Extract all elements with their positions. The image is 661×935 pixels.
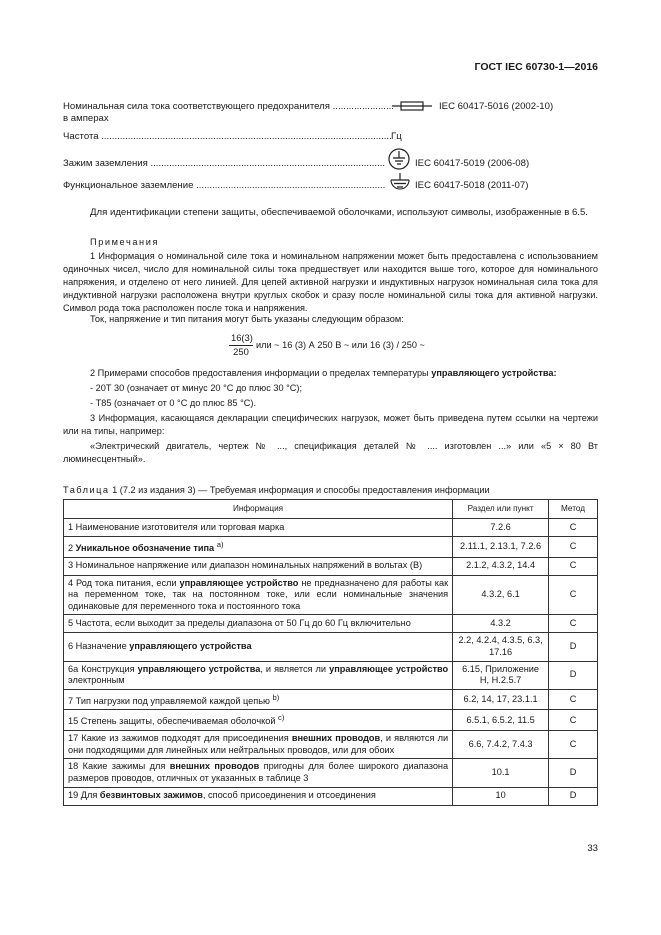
table-row [64,759,598,787]
row-section: 2.2, 4.2.4, 4.3.5, 6.3, 17.16 [453,633,549,661]
table-row [64,557,598,575]
row-section: 10 [453,787,549,805]
fuse-standard-ref: IEC 60417-5016 (2002-10) [439,101,554,112]
table-row [64,731,598,759]
table-row [64,633,598,661]
row-information: 2 Уникальное обозначение типа $^{а)}$ [64,537,453,558]
note-2 [63,367,598,380]
row-method: C [549,519,598,537]
row-section: 10.1 [453,759,549,787]
rating-example-text: или ~ 16 (3) А 250 В ~ или 16 (3) / 250 ~ [256,340,425,350]
functional-ground-standard-ref: IEC 60417-5018 (2011-07) [415,180,529,191]
row-information: 3 Номинальное напряжение или диапазон номинальных напряжений в вольтах (В) [64,557,453,575]
note-2-text: 2 Примерами способов предоставления информации о пределах температуры [90,368,432,378]
row-method: D [549,787,598,805]
fuse-rating-label: Номинальная сила тока соответствующего предохранителя ..... [63,101,393,114]
note-2-bold: управляющего устройства: [431,368,557,378]
frequency-unit: Гц [391,131,402,142]
row-method: D [549,633,598,661]
note-3: 3 Информация, касающаяся декларации специфических нагрузок, может быть приведена путем ссылки на чертежи или на типы, например: [63,413,598,436]
functional-earth-icon [389,172,411,192]
header-information: Информация [64,500,453,519]
row-section: 6.6, 7.4.2, 7.4.3 [453,731,549,759]
note-2-item-b: - Т85 (означает от 0 °С до плюс 85 °С). [90,398,256,408]
row-method: D [549,759,598,787]
example-intro: Ток, напряжение и тип питания могут быть указаны следующим образом: [90,314,404,324]
row-information: 6 Назначение управляющего устройства [64,633,453,661]
row-method: C [549,731,598,759]
row-information: 7 Тип нагрузки под управляемой каждой цепью $^{b)}$ [64,689,453,710]
row-section: 2.11.1, 2.13.1, 7.2.6 [453,537,549,558]
row-method: C [549,615,598,633]
fuse-symbol-icon [392,100,432,112]
table-row [64,787,598,805]
row-section: 7.2.6 [453,519,549,537]
row-information: 5 Частота, если выходит за пределы диапазона от 50 Гц до 60 Гц включительно [64,615,453,633]
header-section: Раздел или пункт [453,500,549,519]
row-section: 6.5.1, 6.5.2, 11.5 [453,710,549,731]
row-section: 4.3.2 [453,615,549,633]
row-method: C [549,557,598,575]
required-information-table [63,499,598,806]
table-row [64,537,598,558]
functional-ground-label: Функциональное заземление ..... [63,180,385,193]
row-section: 4.3.2, 6.1 [453,575,549,615]
table-caption-word: Таблица [63,485,110,495]
row-method: C [549,710,598,731]
row-method: C [549,575,598,615]
row-information: 18 Какие зажимы для внешних проводов пригодны для более широкого диапазона размеров проводов, отличных от указанных в таблице 3 [64,759,453,787]
table-caption-text: 1 (7.2 из издания 3) — Требуемая информация и способы предоставления информации [112,485,490,495]
protection-paragraph: Для идентификации степени защиты, обеспечиваемой оболочками, используют символы, изображенные в 6.5. [90,207,588,218]
header-method: Метод [549,500,598,519]
table-row [64,661,598,689]
row-method: C [549,689,598,710]
frequency-label: Частота ..... [63,131,391,144]
document-id-header: ГОСТ IEC 60730-1—2016 [474,61,598,73]
table-row [64,710,598,731]
row-information: 4 Род тока питания, если управляющее устройство не предназначено для работы как на переменном токе, так на постоянном токе, или если номинальные значения одинаковые для переменного тока и постоянного тока [64,575,453,615]
ground-terminal-label: Зажим заземления ..... [63,158,385,171]
table-row [64,519,598,537]
note-1: 1 Информация о номинальной силе тока и номинальном напряжении может быть предоставлена с использованием одиночных чисел, число для номинальной силы тока предшествует или находится выше того, которое для номинального напряжения, и отделено от него линией. Для цепей активной нагрузки и индуктивных нагрузок номинальная сила тока для индуктивной нагрузки расположена внутри круглых скобок и сразу после номинальной силы тока для активной нагрузки. Символ рода тока расположен после тока и напряжения. [63,251,598,313]
fuse-unit-text: в амперах [63,113,109,124]
fraction-denominator: 250 [233,345,249,357]
row-method: C [549,537,598,558]
row-information: 15 Степень защиты, обеспечиваемая оболочкой $^{с)}$ [64,710,453,731]
page-number: 33 [587,843,598,854]
table-row [64,575,598,615]
protective-earth-icon [387,147,411,171]
notes-heading: Примечания [90,237,160,247]
row-section: 6.15, Приложение Н, Н.2.5.7 [453,661,549,689]
table-caption [63,484,490,497]
table-header-row [64,500,598,519]
row-section: 6.2, 14, 17, 23.1.1 [453,689,549,710]
rating-fraction [229,332,253,358]
table-row [64,615,598,633]
row-information: 1 Наименование изготовителя или торговая марка [64,519,453,537]
row-method: D [549,661,598,689]
row-information: 19 Для безвинтовых зажимов, способ присоединения и отсоединения [64,787,453,805]
row-information: 17 Какие из зажимов подходят для присоединения внешних проводов, и являются ли они подходящими для линейных или нейтральных проводов, или для обоих [64,731,453,759]
row-section: 2.1.2, 4.3.2, 14.4 [453,557,549,575]
fraction-numerator: 16(3) [229,332,253,346]
row-information: 6а Конструкция управляющего устройства, и является ли управляющее устройство электронным [64,661,453,689]
note-2-item-a: - 20Т 30 (означает от минус 20 °С до плюс 30 °С); [90,383,303,393]
note-3-quote: «Электрический двигатель, чертеж № ..., спецификация деталей № .... изготовлен ...» или «5 × 80 Вт люминесцентный». [63,441,598,464]
ground-standard-ref: IEC 60417-5019 (2006-08) [415,158,530,169]
table-row [64,689,598,710]
